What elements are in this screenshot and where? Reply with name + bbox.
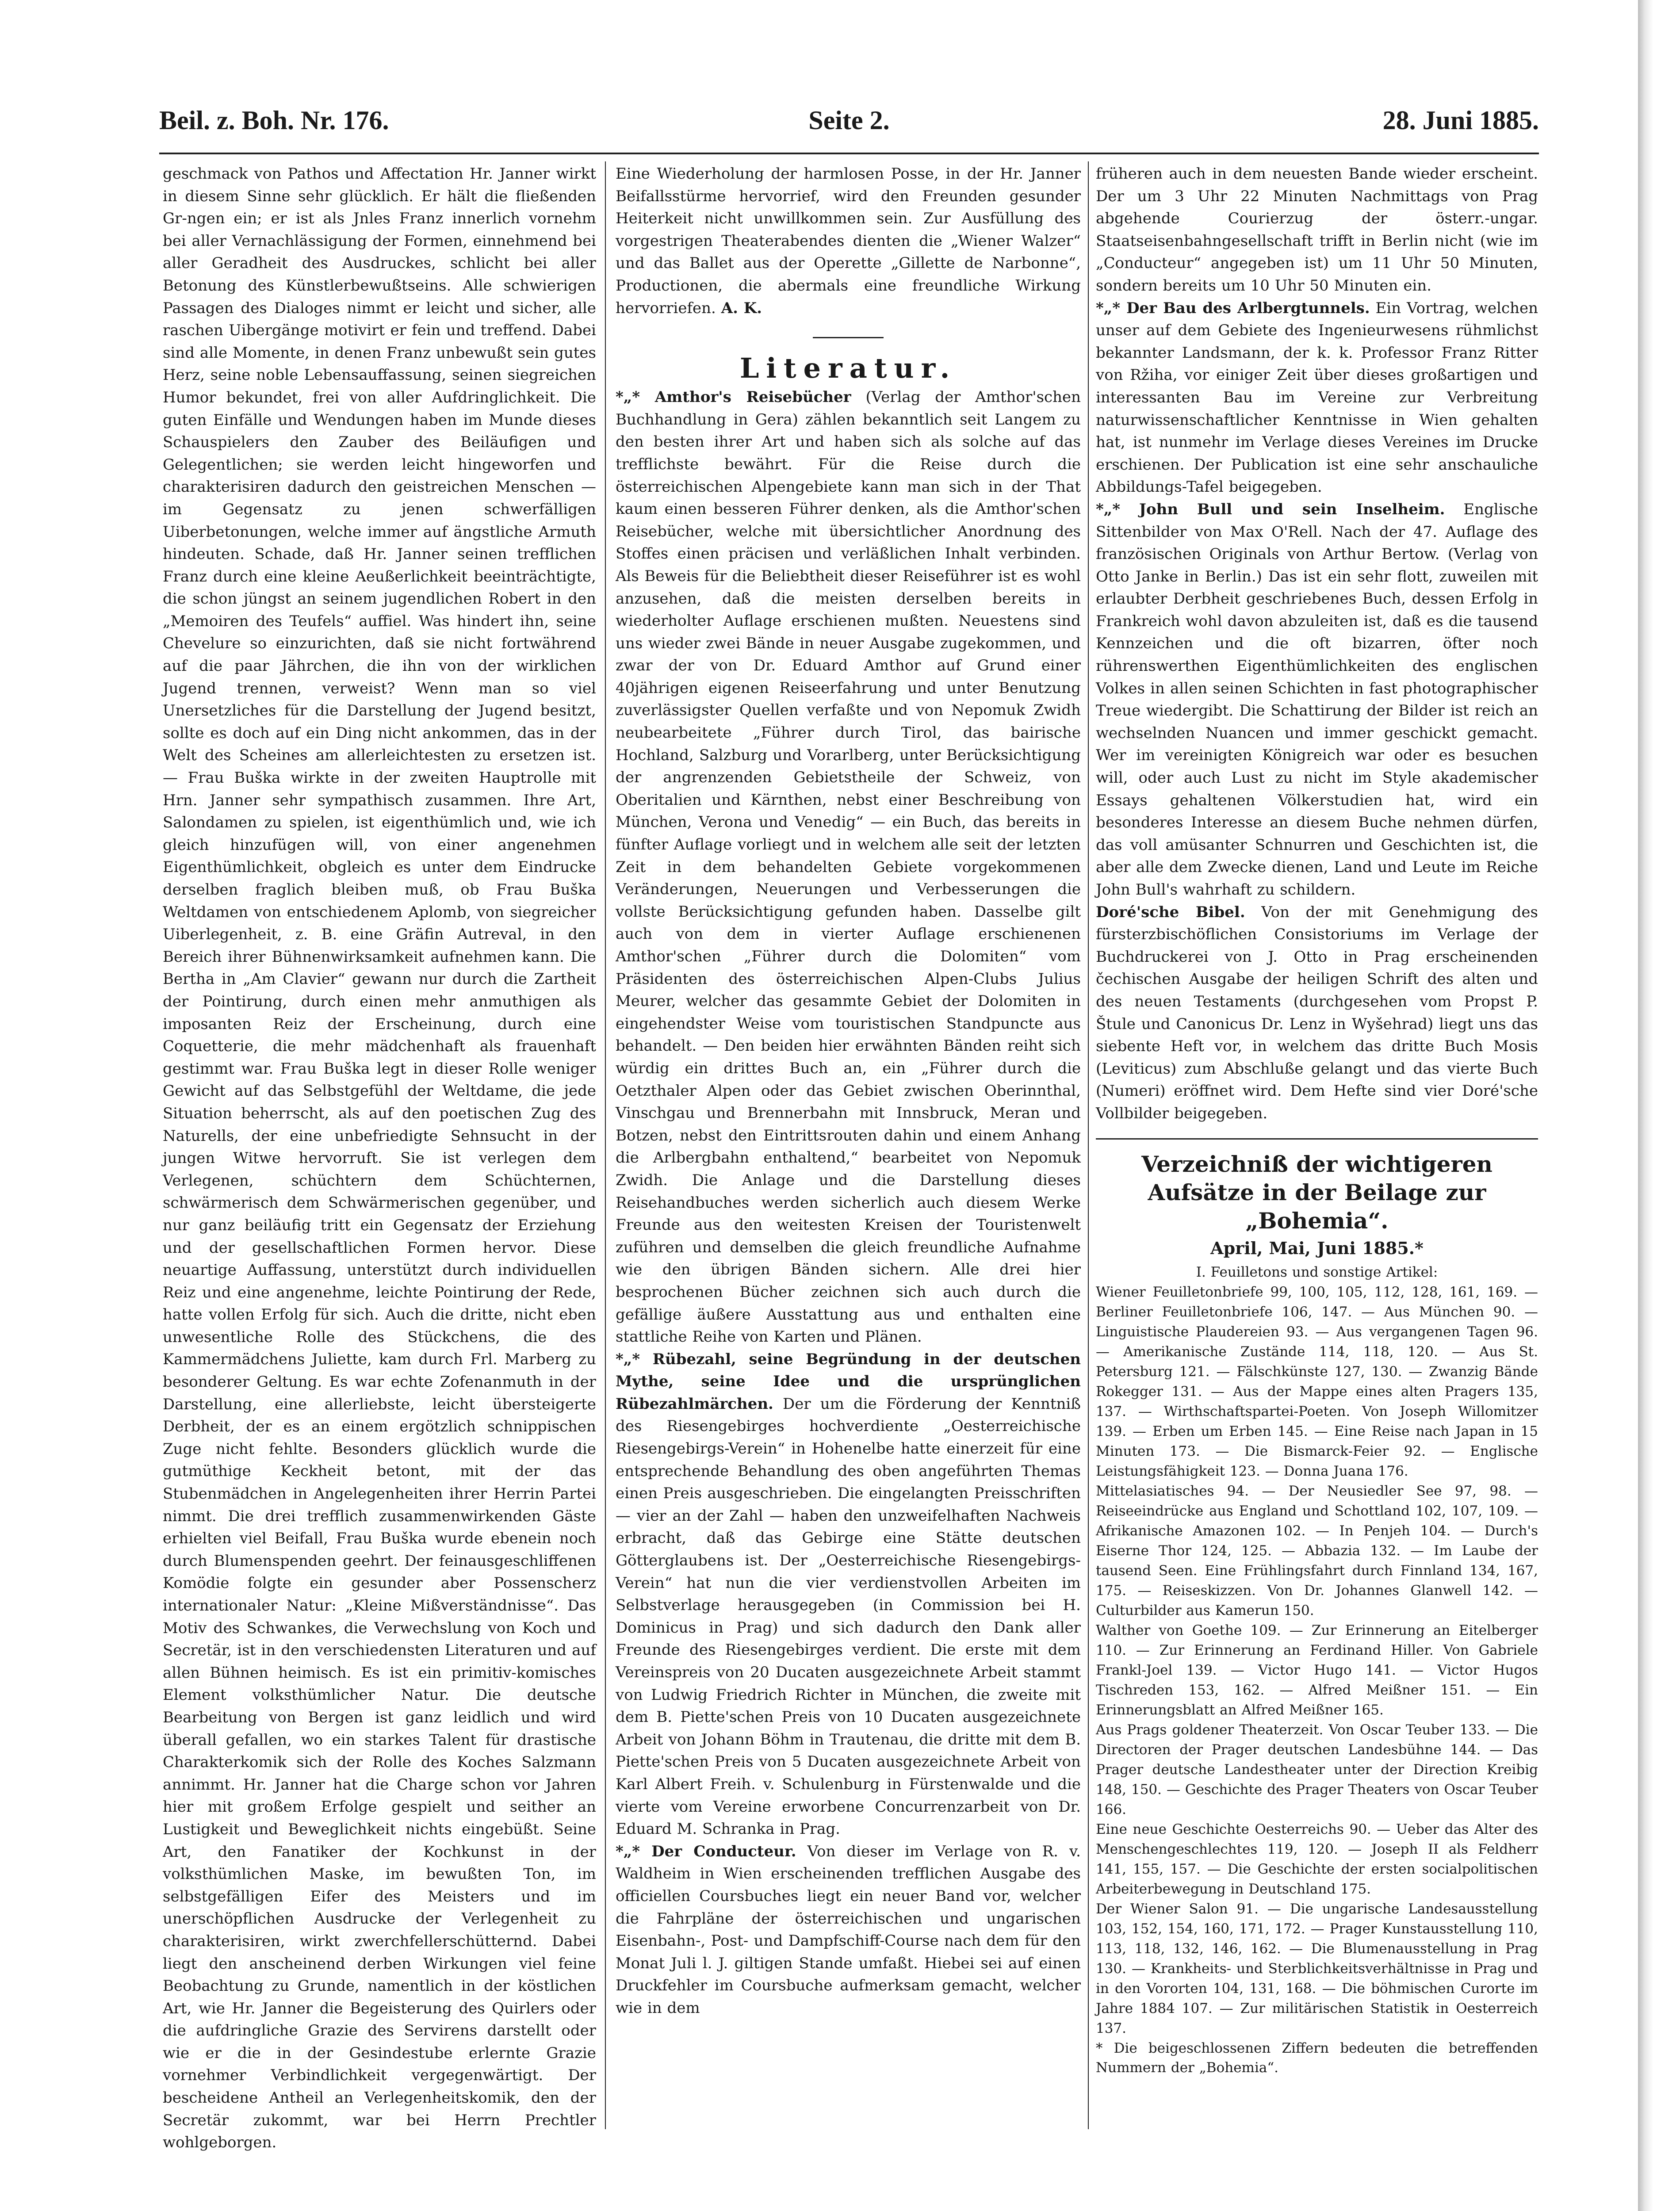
entry-conducteur (616, 1840, 1081, 2020)
index-paragraph-2: Mittelasiatisches 94. — Der Neusiedler See 97, 98. — Reiseeindrücke aus England und Schottland 102, 107, 109. — Afrikanische Amazonen 102. — In Penjeh 104. — Durch's Eiserne Thor 124, 125. — Abbazia 132. — Im Laube der tausend Seen. Eine Frühlingsfahrt durch Finnland 134, 167, 175. — Reiseskizzen. Von Dr. Johannes Glanwell 142. — Culturbilder aus Kamerun 150. (1096, 1483, 1538, 1618)
review-signature: A. K. (721, 299, 762, 317)
entry-ruebezahl-head: *„* Rübezahl, seine Begründung in der deutschen Mythe, seine Idee und die ursprünglichen Rübezahlmärchen. (616, 1350, 1081, 1413)
entry-john-bull-body: Englische Sittenbilder von Max O'Rell. Nach der 47. Auflage des französischen Originals von Arthur Bertow. (Verlag von Otto Janke in Berlin.) Das ist ein sehr flott, zuweilen mit erlaubter Derbheit geschriebenes Buch, dessen Erfolg in Frankreich wohl davon abzuleiten ist, daß es die tausend Kennzeichen und die oft bizarren, öfter noch rührenswerthen Eigenthümlichkeiten des englischen Volkes in allen seinen Schichten in fast photographischer Treue wiedergibt. Die Schattirung der Bilder ist reich an wechselnden Nuancen und immer geschickt gemacht. Wer im vereinigten Königreich war oder es besuchen will, oder auch Lust zu nicht im Style akademischer Essays gehaltenen Völkerstudien hat, wird ein besonderes Interesse an diesem Buche nehmen dürfen, das voll amüsanter Schnurren und Geschichten ist, die aber alle dem Zwecke dienen, Land und Leute im Reiche John Bull's wahrhaft zu schildern. (1096, 500, 1538, 899)
index-paragraph-4: Aus Prags goldener Theaterzeit. Von Oscar Teuber 133. — Die Directoren der Prager deutschen Landesbühne 144. — Das Prager deutsche Landestheater unter der Direction Kreibig 148, 150. — Geschichte des Prager Theaters von Oscar Teuber 166. (1096, 1721, 1538, 1817)
entry-john-bull (1096, 498, 1538, 901)
index-rule (1096, 1138, 1538, 1140)
review-text: geschmack von Pathos und Affectation Hr. Janner wirkt in diesem Sinne sehr glücklich. Er hält die fließenden Gr-ngen ein; er ist als Jnles Franz innerlich vornehm bei aller Vernachlässigung der Formen, einnehmend bei aller Geradheit des Ausdruckes, schlicht bei aller Betonung des Künstlerbewußtseins. Alle schwierigen Passagen des Dialoges nimmt er leicht und sicher, alle raschen Uibergänge motivirt er fein und treffend. Dabei sind alle Momente, in denen Franz unbewußt sein gutes Herz, seine noble Lebensauffassung, seinen siegreichen Humor bekundet, frei von aller Aufdringlichkeit. Die guten Einfälle und Wendungen haben im Munde dieses Schauspielers den Zauber des Beiläufigen und Gelegentlichen; sie werden leicht hingeworfen und charakterisiren dadurch den geistreichen Menschen — im Gegensatz zu jenen schwerfälligen Uiberbetonungen, welche immer auf ängstliche Armuth hindeuten. Schade, daß Hr. Janner seinen trefflichen Franz durch eine kleine Aeußerlichkeit beeinträchtigte, die schon jüngst an seinem jugendlichen Robert in den „Memoiren des Teufels“ auffiel. Was hindert ihn, seine Chevelure so einzurichten, daß sie nicht fortwährend auf die paar Jährchen, die ihn von der wirklichen Jugend trennen, verweist? Wenn man so viel Unersetzliches für die Darstellung der Jugend besitzt, sollte es doch auf ein Ding nicht ankommen, das in der Welt des Scheines am allerleichtesten zu ersetzen ist. — Frau Buška wirkte in der zweiten Hauptrolle mit Hrn. Janner sehr sympathisch zusammen. Ihre Art, Salondamen zu spielen, ist eigenthümlich und, wie ich gleich hinzufügen will, von einer angenehmen Eigenthümlichkeit, obgleich es unter dem Eindrucke derselben fraglich bleiben muß, ob Frau Buška Weltdamen von entschiedenem Aplomb, von siegreicher Uiberlegenheit, z. B. eine Gräfin Autreval, in den Bereich ihrer Bühnenwirksamkeit aufnehmen kann. Die Bertha in „Am Clavier“ gewann nur durch die Zartheit der Pointirung, durch einen mehr anmuthigen als imposanten Reiz der Erscheinung, durch eine Coquetterie, die mehr mädchenhaft als frauenhaft gestimmt war. Frau Buška legt in dieser Rolle weniger Gewicht auf das Selbstgefühl der Weltdame, die jede Situation beherrscht, als auf den poetischen Zug des Naturells, der eine unbefriedigte Sehnsucht in der jungen Witwe hervorruft. Sie ist verlegen dem Verlegenen, schüchtern dem Schüchternen, schwärmerisch dem Schwärmerischen gegenüber, und nur ganz beiläufig tritt ein Gegensatz der Erziehung und der gesellschaftlichen Formen hervor. Diese neuartige Auffassung, unterstützt durch individuellen Reiz und eine angenehme, leichte Pointirung der Rede, hatte vollen Erfolg für sich. Auch die dritte, nicht eben unwesentliche Rolle des Stückchens, die des Kammermädchens Juliette, kam durch Frl. Marberg zu besonderer Geltung. Es war echte Zofenanmuth in der Darstellung, eine allerliebste, leicht übersteigerte Derbheit, der es an einem ergötzlich schnippischen Zuge nicht fehlte. Besonders glücklich wurde die gutmüthige Keckheit betont, mit der das Stubenmädchen in Angelegenheiten ihrer Herrin Partei nimmt. Die drei trefflich zusammenwirkenden Gäste erhielten viel Beifall, Frau Buška wurde ebenein noch durch Blumenspenden geehrt. Der feinausgeschliffenen Komödie folgte ein gesunder aber Possenscherz internationaler Natur: „Kleine Mißverständnisse“. Das Motiv des Schwankes, die Verwechslung von Koch und Secretär, ist in den verschiedensten Literaturen und auf allen Bühnen heimisch. Es ist ein primitiv-komisches Element volksthümlicher Natur. Die deutsche Bearbeitung von Bergen ist ganz leidlich und wird überall gefallen, wo ein starkes Talent für drastische Charakterkomik sich der Rolle des Koches Salzmann annimmt. Hr. Janner hat die Charge schon vor Jahren hier mit großem Erfolge gespielt und seither an Lustigkeit und Beweglichkeit nichts eingebüßt. Seine Art, den Fanatiker der Kochkunst in der volksthümlichen Maske, im bewußten Ton, im selbstgefälligen Eifer des Meisters und im unerschöpflichen Ausdrucke der Verlegenheit zu charakterisiren, wirkt zwerchfellerschütternd. Dabei liegt den anscheinend derben Wirkungen viel feine Beobachtung zu Grunde, namentlich in der köstlichen Art, wie Hr. Janner die Begeisterung des Quirlers oder die aufdringliche Grazie des Servirens darstellt oder wie er die in der Gesindestube erlernte Grazie vornehmer Verbindlichkeit vergegenwärtigt. Der bescheidene Antheil an Verlegenheitskomik, den der Secretär zukommt, war bei Herrn Prechtler wohlgeborgen. (163, 165, 596, 2152)
review-conclusion-text: Eine Wiederholung der harmlosen Posse, in der Hr. Janner Beifallsstürme hervorrief, wird den Freunden gesunder Heiterkeit nicht unwillkommen sein. Zur Ausfüllung des vorgestrigen Theaterabendes dienten die „Wiener Walzer“ und das Ballet aus der Operette „Gillette de Narbonne“, Productionen, die abermals eine freundliche Wirkung hervorriefen. (616, 165, 1081, 317)
section-divider (813, 337, 884, 338)
entry-arlberg-body: Ein Vortrag, welchen unser auf dem Gebiete des Ingenieurwesens rühmlichst bekannter Landsmann, der k. k. Professor Franz Ritter von Ržiha, vor einiger Zeit über dieses großartigen und interessanten Bau im Vereine zur Verbreitung naturwissenschaftlicher Kenntnisse in Wien gehalten hat, ist nunmehr im Verlage dieses Vereines im Drucke erschienen. Der Publication ist eine sehr anschauliche Abbildungs-Tafel beigegeben. (1096, 299, 1538, 496)
index-category: I. Feuilletons und sonstige Artikel: (1196, 1264, 1438, 1280)
column-rule-2 (1088, 161, 1089, 2129)
page-number: Seite 2. (808, 106, 890, 135)
entry-conducteur-continued: früheren auch in dem neuesten Bande wieder erscheint. Der um 3 Uhr 22 Minuten Nachmittags von Prag abgehende Courierzug der österr.-ungar. Staatseisenbahngesellschaft trifft in Berlin nicht (wie im „Conducteur“ angegeben ist) um 11 Uhr 50 Minuten, sondern bereits um 10 Uhr 50 Minuten ein. (1096, 165, 1538, 295)
entry-john-bull-head: *„* John Bull und sein Inselheim. (1096, 500, 1445, 518)
index-paragraph-6: Der Wiener Salon 91. — Die ungarische Landesausstellung 103, 152, 154, 160, 171, 172. — Prager Kunstausstellung 110, 113, 118, 132, 146, 162. — Die Blumenausstellung in Prag 130. — Krankheits- und Sterblichkeitsverhältnisse in Prag und in den Vororten 104, 131, 168. — Die böhmischen Curorte im Jahre 1884 107. — Zur militärischen Statistik in Oesterreich 137. (1096, 1901, 1538, 2036)
column-literature (616, 163, 1081, 2020)
entry-amthor (616, 386, 1081, 1348)
issue-number: Beil. z. Boh. Nr. 176. (159, 106, 389, 135)
issue-date: 28. Juni 1885. (1382, 106, 1539, 135)
column-rule-1 (605, 161, 606, 2129)
header-rule (159, 153, 1539, 154)
index-footnote: * Die beigeschlossenen Ziffern bedeuten die betreffenden Nummern der „Bohemia“. (1096, 2040, 1538, 2076)
index-paragraph-5: Eine neue Geschichte Oesterreichs 90. — Ueber das Alter des Menschengeschlechtes 119, 120. — Joseph II als Feldherr 141, 155, 157. — Die Geschichte der ersten socialpolitischen Arbeiterbewegung in Deutschland 175. (1096, 1821, 1538, 1897)
index-paragraph-1: Wiener Feuilletonbriefe 99, 100, 105, 112, 128, 161, 169. — Berliner Feuilletonbriefe 106, 147. — Aus München 90. — Linguistische Plaudereien 93. — Aus vergangenen Tagen 96. — Amerikanische Zustände 114, 118, 120. — Aus St. Petersburg 121. — Fälschkünste 127, 130. — Zwanzig Bände Rokegger 131. — Aus der Mappe eines alten Pragers 135, 137. — Wirthschaftspartei-Poeten. Von Joseph Willomitzer 139. — Erben um Erben 145. — Eine Reise nach Japan in 15 Minuten 173. — Die Bismarck-Feier 92. — Englische Leistungsfähigkeit 123. — Donna Juana 176. (1096, 1284, 1538, 1479)
section-title-literatur: Literatur. (739, 352, 957, 385)
page-header (159, 96, 1539, 149)
index-subtitle: April, Mai, Juni 1885.* (1210, 1238, 1424, 1258)
entry-dore-bible-body: Von der mit Genehmigung des fürsterzbischöflichen Consistoriums im Verlage der Buchdruckerei von J. Otto in Prag erscheinenden čechischen Ausgabe der heiligen Schrift des alten und des neuen Testaments (durchgesehen vom Propst P. Štule und Canonicus Dr. Lenz in Wyšehrad) liegt uns das siebente Heft vor, in welchem das dritte Buch Mosis (Leviticus) zum Abschluße gelangt und das vierte Buch (Numeri) eröffnet wird. Dem Hefte sind vier Doré'sche Vollbilder beigegeben. (1096, 903, 1538, 1122)
entry-arlberg (1096, 297, 1538, 498)
entry-ruebezahl-body: Der um die Förderung der Kenntniß des Riesengebirges hochverdiente „Oesterreichische Riesengebirgs-Verein“ in Hohenelbe hatte einerzeit für eine entsprechende Behandlung des oben angeführten Themas einen Preis ausgeschrieben. Die eingelangten Preisschriften — vier an der Zahl — haben den unzweifelhaften Nachweis erbracht, daß das Gebirge eine Stätte deutschen Götterglaubens ist. Der „Oesterreichische Riesengebirgs-Verein“ hat nun die vier verdienstvollen Arbeiten im Selbstverlage herausgegeben (in Commission bei H. Dominicus in Prag) und sich dadurch den Dank aller Freunde des Riesengebirges verdient. Die erste mit dem Vereinspreis von 20 Ducaten ausgezeichnete Arbeit stammt von Ludwig Friedrich Richter in München, die zweite mit dem B. Piette'schen Preis von 10 Ducaten ausgezeichnete Arbeit von Johann Böhm in Trautenau, die dritte mit dem B. Piette'schen Preis von 5 Ducaten ausgezeichnete Arbeit von Karl Albert Freih. v. Schulenburg in Fürstenwalde und die vierte vom Vereine erworbene Concurrenzarbeit von Dr. Eduard M. Schranka in Prag. (616, 1395, 1081, 1838)
entry-arlberg-head: *„* Der Bau des Arlbergtunnels. (1096, 299, 1370, 317)
entry-amthor-head: *„* Amthor's Reisebücher (616, 388, 851, 406)
column-theatre-review (163, 163, 596, 2154)
entry-dore-bible-head: Doré'sche Bibel. (1096, 903, 1245, 921)
entry-conducteur-body: Von dieser im Verlage von R. v. Waldheim in Wien erscheinenden trefflichen Ausgabe des officiellen Coursbuches liegt ein neuer Band vor, welcher die Fahrpläne der österreichischen und ungarischen Eisenbahn-, Post- und Dampfschiff-Course nach dem für den Monat Juli l. J. giltigen Stande umfaßt. Hiebei sei auf einen Druckfehler im Coursbuche aufmerksam gemacht, welcher wie in dem (616, 1842, 1081, 2017)
entry-amthor-body: (Verlag der Amthor'schen Buchhandlung in Gera) zählen bekanntlich seit Langem zu den besten ihrer Art und haben sich als solche auf das trefflichste bewährt. Für die Reise durch die österreichischen Alpengebiete kann man sich in der That kaum einen besseren Führer denken, als die Amthor'schen Reisebücher, welche mit übersichtlicher Anordnung des Stoffes einen präcisen und verläßlichen Inhalt verbinden. Als Beweis für die Beliebtheit dieser Reiseführer ist es wohl anzusehen, daß die meisten derselben bereits in wiederholter Auflage erschienen mußten. Neuestens sind uns wieder zwei Bände in neuer Ausgabe zugekommen, und zwar der von Dr. Eduard Amthor auf Grund einer 40jährigen eigenen Reiseerfahrung und unter Benutzung zuverlässigster Quellen verfaßte und von Nepomuk Zwidh neubearbeitete „Führer durch Tirol, das bairische Hochland, Salzburg und Vorarlberg, unter Berücksichtigung der angrenzenden Gebietstheile der Schweiz, von Oberitalien und Kärnthen, nebst einer Beschreibung von München, Verona und Venedig“ — ein Buch, das bereits in fünfter Auflage vorliegt und in welchem alle seit der letzten Zeit in dem behandelten Gebiete vorgekommenen Veränderungen, Neuerungen und Verbesserungen die vollste Berücksichtigung gefunden haben. Dasselbe gilt auch von dem in vierter Auflage erschienenen Amthor'schen „Führer durch die Dolomiten“ vom Präsidenten des österreichischen Alpen-Clubs Julius Meurer, welcher das gesammte Gebiet der Dolomiten in eingehendster Weise vom touristischen Standpuncte aus behandelt. — Den beiden hier erwähnten Bänden reiht sich würdig ein drittes Buch an, ein „Führer durch die Oetzthaler Alpen oder das Gebiet zwischen Oberinnthal, Vinschgau und Brennerbahn mit Innsbruck, Meran und Botzen, nebst den Eintrittsrouten dahin und einem Anhang die Arlbergbahn enthaltend,“ bearbeitet von Nepomuk Zwidh. Die Anlage und die Darstellung dieses Reisehandbuches werden sicherlich auch diesem Werke Freunde aus den weitesten Kreisen der Touristenwelt zuführen und demselben die gleich freundliche Aufnahme wie den übrigen Bänden sichern. Alle drei hier besprochenen Bücher zeichnen sich auch durch die gefällige äußere Ausstattung aus und enthalten eine stattliche Reihe von Karten und Plänen. (616, 388, 1081, 1346)
entry-conducteur-head: *„* Der Conducteur. (616, 1842, 796, 1860)
entry-dore-bible (1096, 901, 1538, 1125)
index-paragraph-3: Walther von Goethe 109. — Zur Erinnerung an Eitelberger 110. — Zur Erinnerung an Ferdinand Hiller. Von Gabriele Frankl-Joel 139. — Victor Hugo 141. — Victor Hugos Tischreden 153, 162. — Alfred Meißner 151. — Ein Erinnerungsblatt an Alfred Meißner 165. (1096, 1622, 1538, 1718)
column-literature-continued (1096, 163, 1538, 2077)
entry-ruebezahl (616, 1348, 1081, 1840)
index-title: Verzeichniß der wichtigeren Aufsätze in der Beilage zur „Bohemia“. (1141, 1151, 1492, 1234)
review-conclusion (616, 163, 1081, 319)
binding-shadow (1638, 0, 1680, 2211)
